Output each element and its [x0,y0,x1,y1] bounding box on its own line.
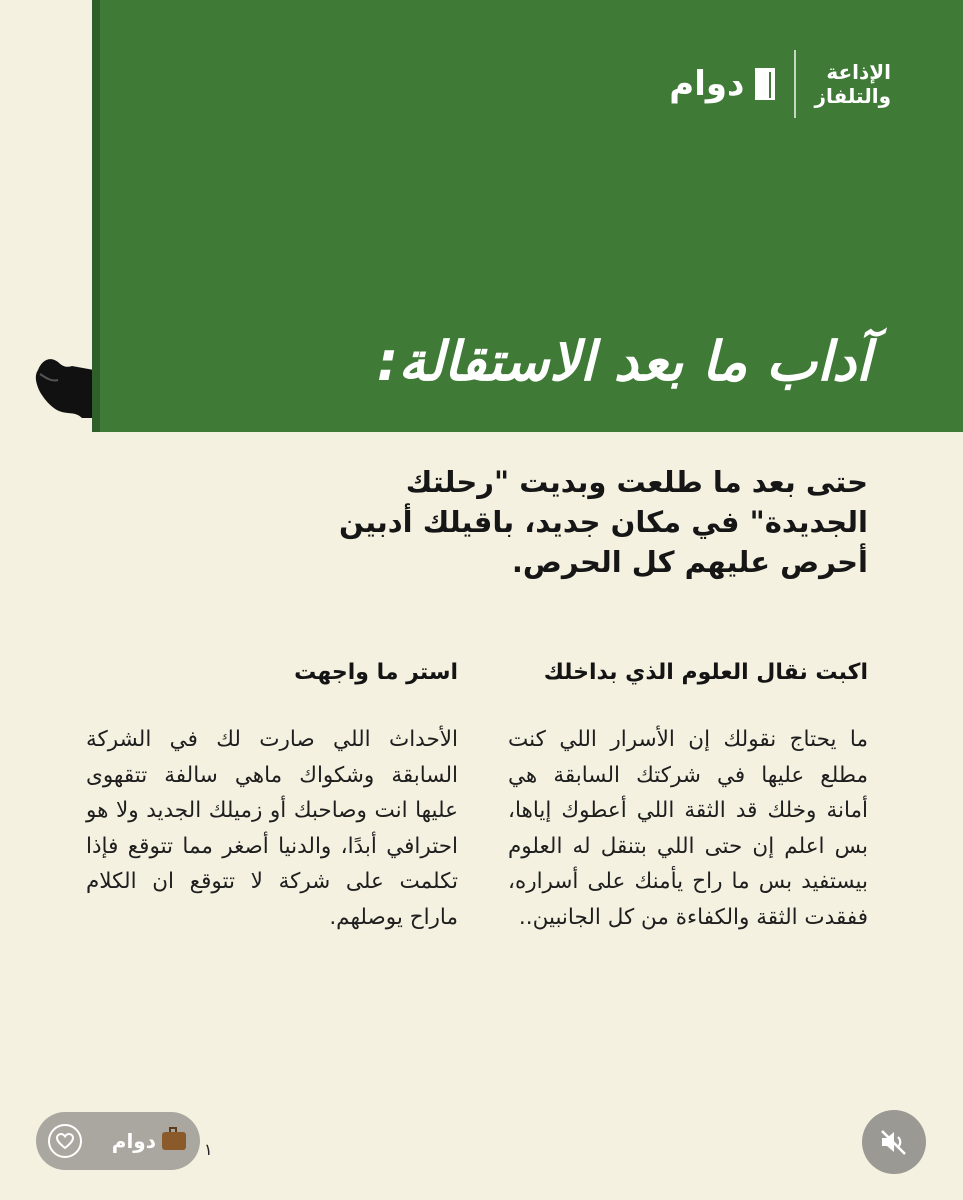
section-body-2: الأحداث اللي صارت لك في الشركة السابقة وشكواك ماهي سالفة تتقهوى عليها انت وصاحبك أو زميلك الجديد ولا هو احترافي أبدًا، والدنيا أصغر مما تتوقع فإذا تكلمت على شركة لا تتوقع ان الكلام ماراح يوصلهم. [86,727,458,930]
section-heading-2: استر ما واجهت [294,660,458,685]
lead-paragraph: حتى بعد ما طلعت وبديت "رحلتك الجديدة" في مكان جديد، باقيلك أدبين أحرص عليهم كل الحرص. [338,465,868,579]
pill-label: دوام [111,1129,156,1153]
mute-icon [879,1128,909,1156]
heart-icon[interactable] [48,1124,82,1158]
broadcaster-line1: الإذاعة [826,60,891,84]
mute-button[interactable] [862,1110,926,1174]
program-logo [669,64,776,104]
page-title: آداب ما بعد الاستقالة: [376,330,871,393]
broadcaster-logo [814,60,891,108]
section-heading-1: اكبت نقال العلوم الذي بداخلك [543,660,868,685]
briefcase-icon [162,1132,186,1150]
broadcaster-line2: والتلفاز [814,84,891,108]
brand-divider [794,50,796,118]
pill-label-group[interactable] [112,1129,186,1153]
section-body-1: ما يحتاج نقولك إن الأسرار اللي كنت مطلع عليها في شركتك السابقة هي أمانة وخلك قد الثقة اللي أعطوك إياها، بس اعلم إن حتى اللي بتنقل له العلوم بيستفيد بس ما راح يأمنك على أسراره، ففقدت الثقة والكفاءة من كل الجانبين.. [508,727,868,930]
program-tag-pill[interactable] [36,1112,200,1170]
door-icon [754,67,776,101]
brand-bar [669,48,891,120]
page-number: ١ [204,1140,213,1159]
program-name: دوام [669,64,745,104]
banner-edge [92,0,100,432]
torn-paper-decoration [32,352,96,422]
